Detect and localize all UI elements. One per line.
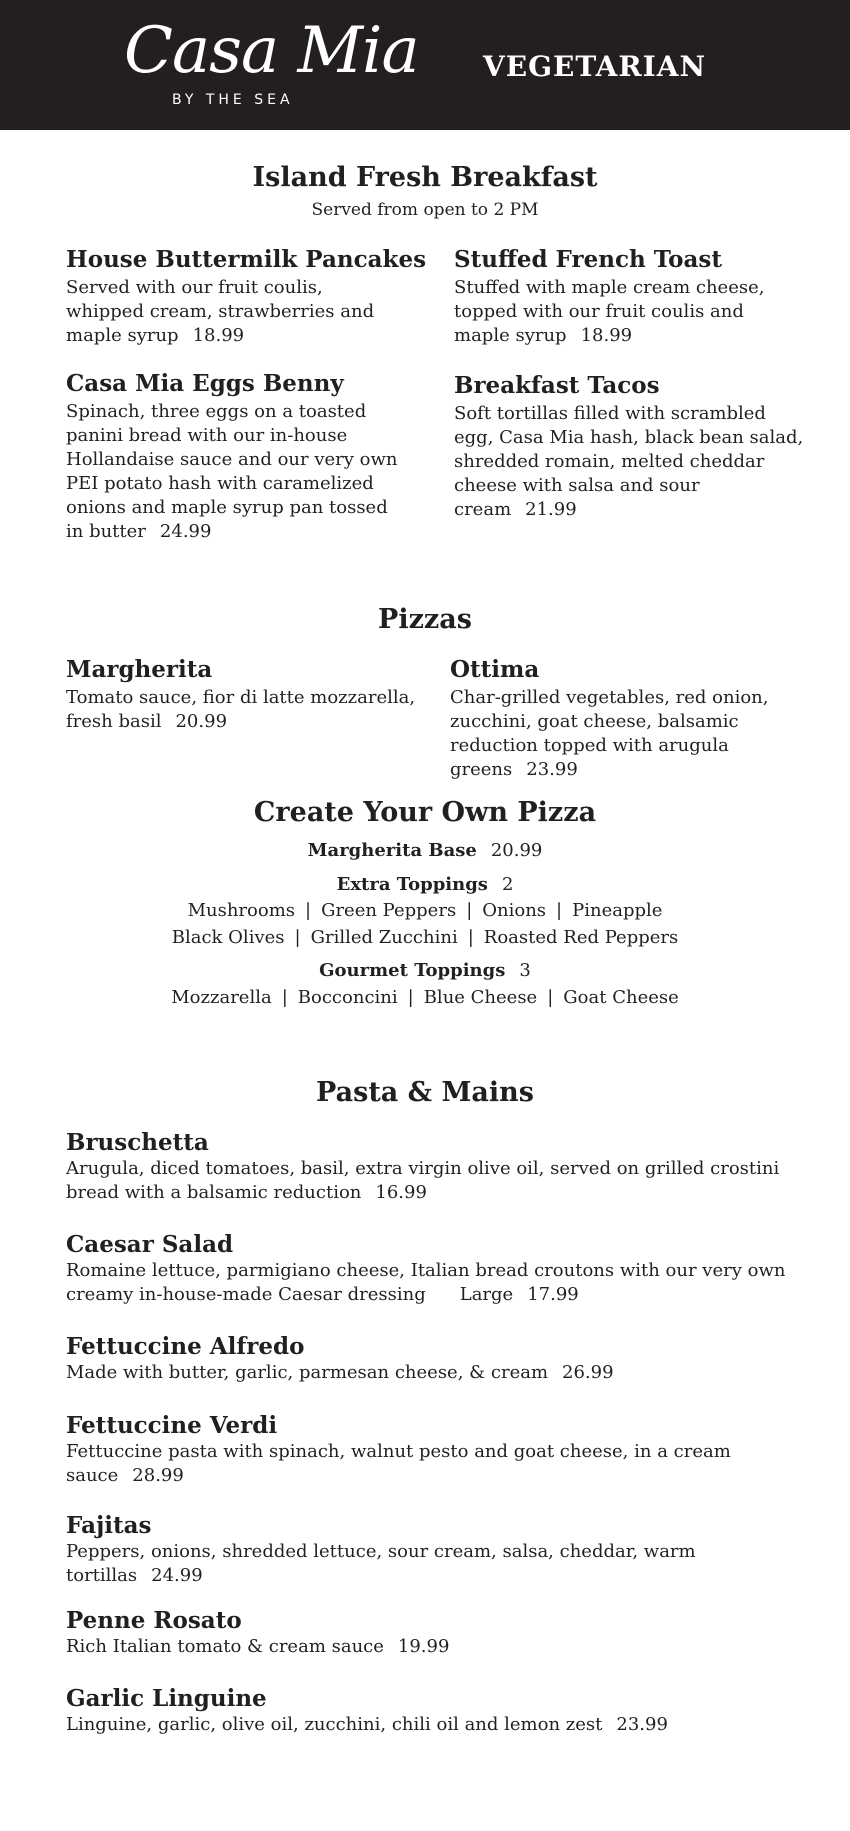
topping-item: Bocconcini xyxy=(297,987,398,1008)
breakfast-section-title: Island Fresh Breakfast xyxy=(252,162,598,193)
menu-item-description: Soft tortillas filled with scrambled egg, Casa Mia hash, black bean salad, shredded romain, melted cheddar cheese with salsa and sour cream 21.99 xyxy=(454,403,804,520)
topping-separator: | xyxy=(305,900,312,921)
pizzas-section-title: Pizzas xyxy=(378,604,472,635)
extra-toppings-line xyxy=(0,874,850,895)
topping-item: Green Peppers xyxy=(321,900,457,921)
menu-item-description: Arugula, diced tomatoes, basil, extra virgin olive oil, served on grilled crostini bread with a balsamic reduction 16.99 xyxy=(66,1158,780,1203)
topping-item: Roasted Red Peppers xyxy=(483,927,679,948)
menu-item-description: Fettuccine pasta with spinach, walnut pesto and goat cheese, in a cream sauce 28.99 xyxy=(66,1441,731,1486)
menu-item-price: 28.99 xyxy=(132,1465,184,1486)
topping-separator: | xyxy=(547,987,554,1008)
extra-toppings-row-2 xyxy=(0,927,850,948)
topping-item: Pineapple xyxy=(572,900,663,921)
menu-item-description: Linguine, garlic, olive oil, zucchini, chili oil and lemon zest 23.99 xyxy=(66,1714,668,1735)
topping-item: Black Olives xyxy=(171,927,285,948)
pasta-section-title: Pasta & Mains xyxy=(316,1077,534,1108)
menu-item-description: Tomato sauce, fior di latte mozzarella, fresh basil 20.99 xyxy=(66,687,416,732)
topping-separator: | xyxy=(281,987,288,1008)
extra-toppings-label: Extra Toppings xyxy=(336,874,488,895)
topping-separator: | xyxy=(467,927,474,948)
extra-toppings-price: 2 xyxy=(501,874,514,895)
extra-toppings-row-1 xyxy=(0,900,850,921)
menu-item-size: Large xyxy=(459,1284,514,1305)
margherita-base-line xyxy=(0,840,850,861)
menu-item-name: Bruschetta xyxy=(66,1129,209,1156)
menu-item-price: 18.99 xyxy=(580,325,633,346)
menu-item-price: 23.99 xyxy=(616,1714,668,1735)
topping-separator: | xyxy=(556,900,563,921)
menu-item-price: 26.99 xyxy=(562,1362,614,1383)
menu-item-description: Spinach, three eggs on a toasted panini bread with our in-house Hollandaise sauce and our very own PEI potato hash with caramelized onions and maple syrup pan tossed in butter 24.99 xyxy=(66,401,398,542)
menu-item-name: Margherita xyxy=(66,656,213,683)
topping-item: Blue Cheese xyxy=(423,987,538,1008)
topping-separator: | xyxy=(294,927,301,948)
gourmet-toppings-price: 3 xyxy=(519,960,531,981)
menu-item-name: Fettuccine Verdi xyxy=(66,1412,278,1439)
topping-item: Mushrooms xyxy=(187,900,295,921)
logo-script-text: Casa Mia xyxy=(124,14,419,88)
menu-item-name: Fettuccine Alfredo xyxy=(66,1333,305,1360)
logo-subtitle: BY THE SEA xyxy=(172,92,294,108)
menu-item-price: 23.99 xyxy=(526,759,578,780)
header-bar xyxy=(0,0,850,130)
menu-item-name: House Buttermilk Pancakes xyxy=(66,246,427,273)
menu-item-description: Peppers, onions, shredded lettuce, sour cream, salsa, cheddar, warm tortillas 24.99 xyxy=(66,1541,696,1586)
topping-item: Goat Cheese xyxy=(563,987,679,1008)
casa-mia-logo xyxy=(120,14,419,114)
topping-item: Onions xyxy=(482,900,547,921)
menu-item-price: 16.99 xyxy=(375,1182,427,1203)
menu-item-name: Penne Rosato xyxy=(66,1607,242,1634)
menu-item-price: 19.99 xyxy=(397,1636,450,1657)
menu-item-price: 24.99 xyxy=(159,521,212,542)
topping-item: Grilled Zucchini xyxy=(310,927,458,948)
menu-item-price: 21.99 xyxy=(525,499,577,520)
menu-item-description: Stuffed with maple cream cheese, topped with our fruit coulis and maple syrup 18.99 xyxy=(454,277,765,346)
base-price: 20.99 xyxy=(490,840,543,861)
menu-item-name: Garlic Linguine xyxy=(66,1685,267,1712)
menu-item-price: 20.99 xyxy=(175,711,228,732)
menu-title: VEGETARIAN xyxy=(483,50,707,83)
topping-item: Mozzarella xyxy=(171,987,272,1008)
menu-item-description: Romaine lettuce, parmigiano cheese, Italian bread croutons with our very own creamy in-house-made Caesar dressing Large 17.99 xyxy=(66,1260,786,1305)
gourmet-toppings-line xyxy=(0,960,850,981)
gourmet-toppings-label: Gourmet Toppings xyxy=(319,960,506,981)
menu-item-name: Ottima xyxy=(450,656,540,683)
menu-item-price: 17.99 xyxy=(527,1284,579,1305)
gourmet-toppings-row xyxy=(0,987,850,1008)
menu-item-name: Caesar Salad xyxy=(66,1231,234,1258)
base-label: Margherita Base xyxy=(307,840,477,861)
menu-item-description: Char-grilled vegetables, red onion, zucchini, goat cheese, balsamic reduction topped with arugula greens 23.99 xyxy=(450,687,769,780)
menu-item-name: Stuffed French Toast xyxy=(454,246,722,273)
menu-item-name: Fajitas xyxy=(66,1512,152,1539)
menu-item-description: Made with butter, garlic, parmesan cheese, & cream 26.99 xyxy=(66,1362,614,1383)
menu-item-price: 24.99 xyxy=(151,1565,203,1586)
menu-item-price: 18.99 xyxy=(192,325,245,346)
breakfast-section-subtitle: Served from open to 2 PM xyxy=(311,200,539,220)
topping-separator: | xyxy=(466,900,473,921)
menu-item-name: Casa Mia Eggs Benny xyxy=(66,370,344,397)
menu-item-name: Breakfast Tacos xyxy=(454,372,660,399)
menu-item-description: Rich Italian tomato & cream sauce 19.99 xyxy=(66,1636,450,1657)
topping-separator: | xyxy=(407,987,414,1008)
menu-item-description: Served with our fruit coulis, whipped cream, strawberries and maple syrup 18.99 xyxy=(66,277,375,346)
create-pizza-title: Create Your Own Pizza xyxy=(253,797,597,828)
